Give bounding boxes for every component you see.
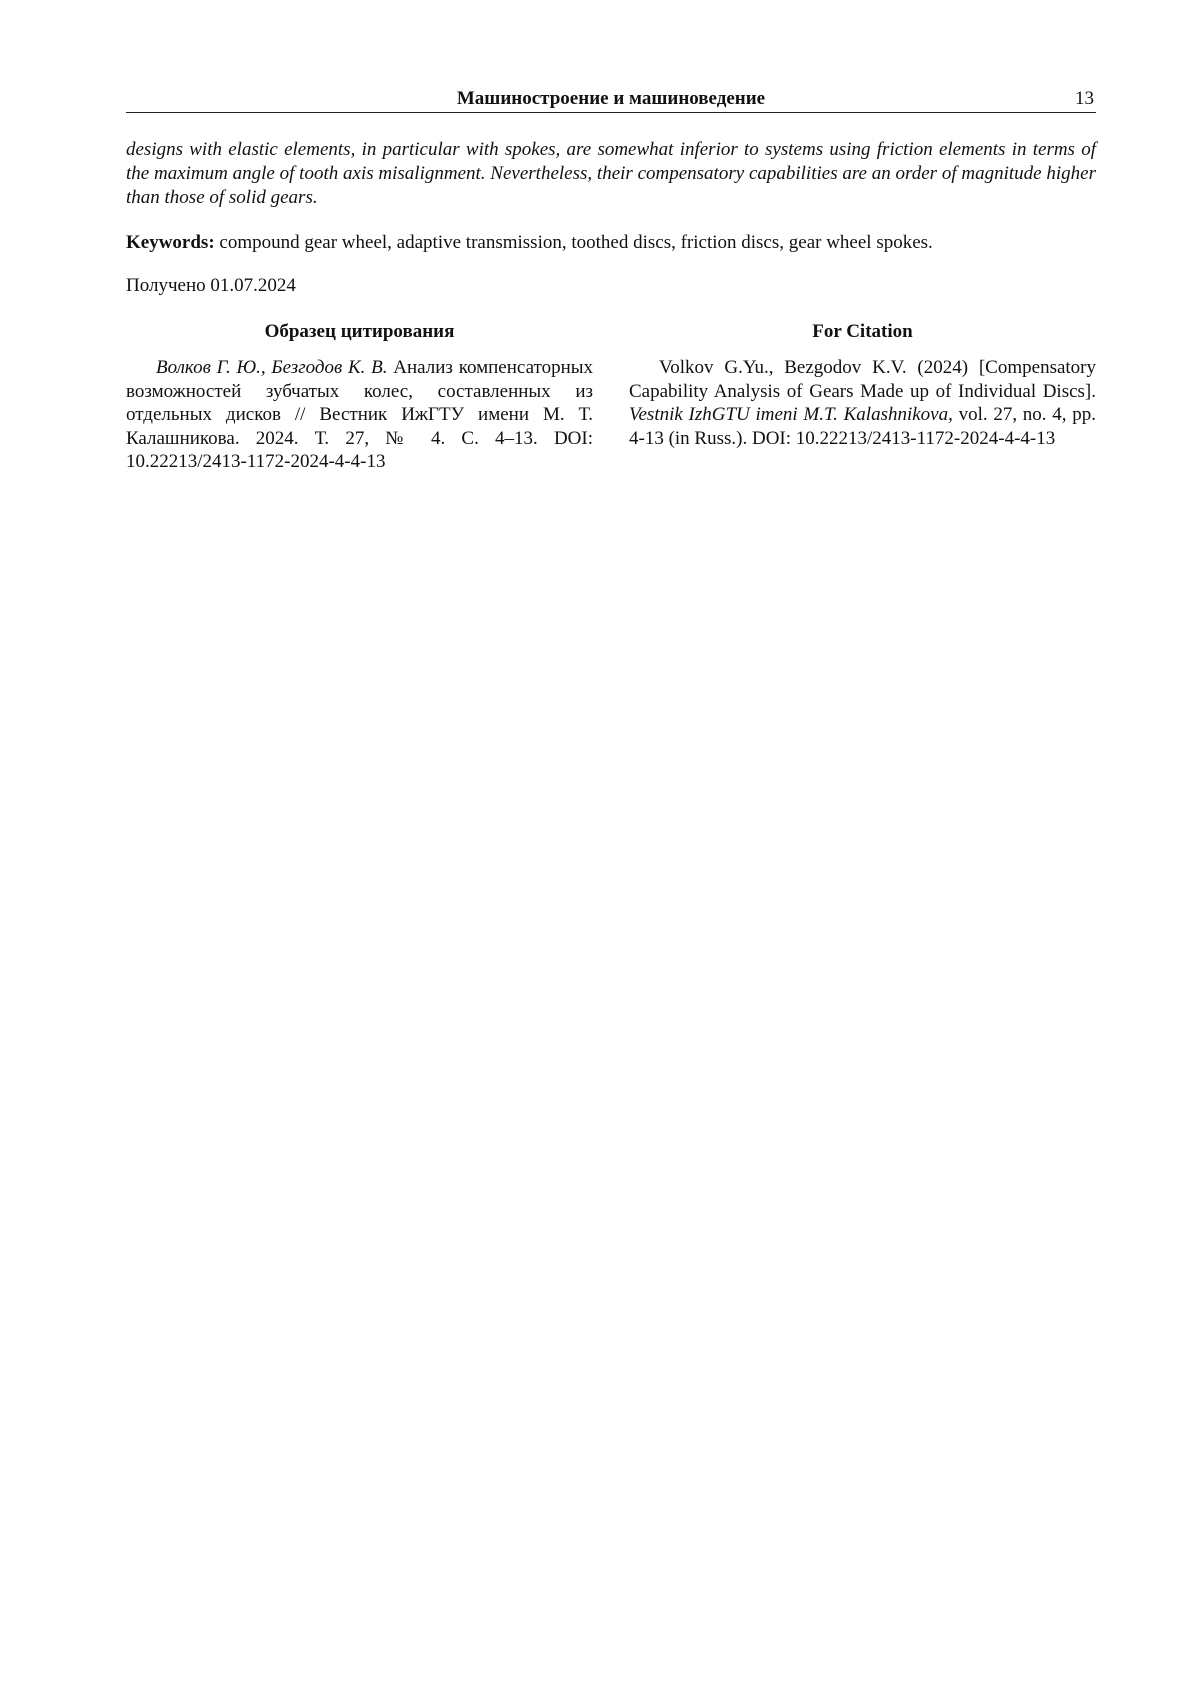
received-date: Получено 01.07.2024: [126, 275, 296, 296]
section-title: Машиностроение и машиноведение: [456, 88, 766, 109]
keywords-paragraph: [126, 231, 1096, 255]
citation-ru-authors: Волков Г. Ю., Безгодов К. В.: [156, 357, 388, 378]
citation-en-body-end: , vol. 27, no. 4, pp. 4-13 (in Russ.). DOI: 10.22213/2413-1172-2024-4-4-13: [629, 404, 1096, 449]
keywords-text: compound gear wheel, adaptive transmission, toothed discs, friction discs, gear wheel spokes.: [214, 232, 933, 253]
citation-ru-body: Анализ компенсаторных возможностей зубчатых колес, составленных из отдельных дисков // Вестник ИжГТУ имени М. Т. Калашникова. 2024. Т. 27, № 4. С. 4–13. DOI: 10.22213/2413-1172-2024-4-4-13: [126, 357, 594, 472]
citation-en-text: [629, 356, 1096, 450]
citation-en-body-start: Volkov G.Yu., Bezgodov K.V. (2024) [Compensatory Capability Analysis of Gears Made up of Individual Discs].: [629, 357, 1096, 402]
running-header: [126, 84, 1096, 113]
citation-columns: [126, 320, 1096, 474]
keywords-label: Keywords:: [126, 232, 215, 253]
citation-russian: [126, 320, 593, 474]
citation-ru-text: [126, 356, 593, 474]
citation-en-heading: For Citation: [812, 321, 913, 342]
citation-english: [629, 320, 1096, 474]
citation-en-journal: Vestnik IzhGTU imeni M.T. Kalashnikova: [629, 404, 949, 425]
page-number: 13: [1075, 88, 1094, 109]
citation-ru-heading: Образец цитирования: [264, 321, 455, 342]
abstract-continuation: designs with elastic elements, in particular with spokes, are somewhat inferior to systems using friction elements in terms of the maximum angle of tooth axis misalignment. Nevertheless, their compensatory capabilities are an order of magnitude higher than those of solid gears.: [126, 139, 1096, 208]
page: [126, 84, 1096, 474]
